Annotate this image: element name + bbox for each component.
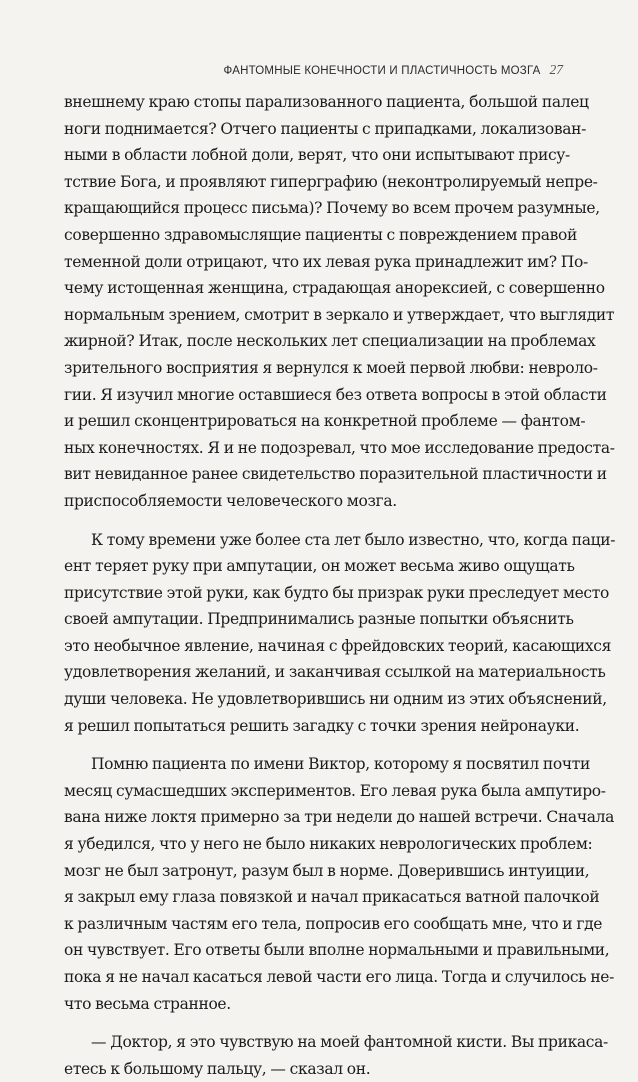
- text-line: удовлетворения желаний, и заканчивая ссылкой на материальность: [64, 663, 606, 682]
- text-line: чему истощенная женщина, страдающая анорексией, с совершенно: [64, 279, 605, 298]
- paragraph-spacer: [64, 739, 567, 751]
- paragraph-4: [64, 1029, 608, 1082]
- text-line: своей ампутации. Предпринимались разные попытки объяснить: [64, 610, 574, 629]
- body-text: [64, 89, 616, 1082]
- text-line: месяц сумасшедших экспериментов. Его левая рука была ампутиро-: [64, 781, 606, 800]
- text-line: — Доктор, я это чувствую на моей фантомной кисти. Вы прикаса-: [91, 1033, 608, 1052]
- text-line: пока я не начал касаться левой части его лица. Тогда и случилось не-: [64, 968, 615, 986]
- text-line: я решил попытаться решить загадку с точки зрения нейронауки.: [64, 716, 580, 735]
- page-number: 27: [549, 62, 563, 77]
- paragraph-spacer: [64, 1017, 567, 1029]
- text-line: что весьма странное.: [64, 994, 231, 1013]
- text-line: это необычное явление, начиная с фрейдовских теорий, касающихся: [64, 636, 612, 655]
- text-line: я закрыл ему глаза повязкой и начал прикасаться ватной палочкой: [64, 888, 600, 907]
- text-line: мозг не был затронут, разум был в норме. Доверившись интуиции,: [64, 861, 590, 880]
- text-line: жирной? Итак, после нескольких лет специализации на проблемах: [64, 332, 596, 351]
- text-line: ных конечностях. Я и не подозревал, что мое исследование предоста-: [64, 438, 615, 457]
- text-line: души человека. Не удовлетворившись ни одним из этих объяснений,: [64, 690, 607, 709]
- text-line: зрительного восприятия я вернулся к моей первой любви: невроло-: [64, 358, 598, 377]
- paragraph-1: [64, 89, 615, 515]
- text-line: ноги поднимается? Отчего пациенты с припадками, локализован-: [64, 119, 587, 138]
- chapter-title: ФАНТОМНЫЕ КОНЕЧНОСТИ И ПЛАСТИЧНОСТЬ МОЗГА: [223, 65, 541, 77]
- text-line: гии. Я изучил многие оставшиеся без ответа вопросы в этой области: [64, 385, 607, 404]
- text-line: К тому времени уже более ста лет было известно, что, когда паци-: [91, 530, 616, 549]
- text-line: и решил сконцентрироваться на конкретной проблеме — фантом-: [64, 412, 586, 431]
- paragraph-3: [64, 751, 615, 1017]
- text-line: кращающийся процесс письма)? Почему во всем прочем разумные,: [64, 199, 600, 218]
- text-line: внешнему краю стопы парализованного пациента, большой палец: [64, 93, 589, 111]
- text-line: он чувствует. Его ответы были вполне нормальными и правильными,: [64, 941, 610, 960]
- text-line: к различным частям его тела, попросив его сообщать мне, что и где: [64, 914, 603, 933]
- text-line: етесь к большому пальцу, — сказал он.: [64, 1059, 371, 1078]
- text-line: присутствие этой руки, как будто бы призрак руки преследует место: [64, 583, 609, 602]
- paragraph-spacer: [64, 515, 567, 527]
- text-line: вана ниже локтя примерно за три недели до нашей встречи. Сначала: [64, 808, 614, 827]
- paragraph-2: [64, 527, 616, 740]
- text-line: теменной доли отрицают, что их левая рука принадлежит им? По-: [64, 252, 588, 271]
- text-line: ными в области лобной доли, верят, что они испытывают прису-: [64, 146, 570, 165]
- text-line: ент теряет руку при ампутации, он может весьма живо ощущать: [64, 557, 575, 576]
- running-head: [224, 62, 563, 78]
- text-line: Помню пациента по имени Виктор, которому я посвятил почти: [91, 755, 590, 774]
- text-line: вит невиданное ранее свидетельство поразительной пластичности и: [64, 465, 607, 484]
- text-line: я убедился, что у него не было никаких неврологических проблем:: [64, 835, 593, 854]
- text-line: нормальным зрением, смотрит в зеркало и утверждает, что выглядит: [64, 305, 615, 324]
- text-line: тствие Бога, и проявляют гиперграфию (неконтролируемый непре-: [64, 172, 598, 191]
- text-line: приспособляемости человеческого мозга.: [64, 491, 397, 510]
- text-line: совершенно здравомыслящие пациенты с повреждением правой: [64, 225, 577, 244]
